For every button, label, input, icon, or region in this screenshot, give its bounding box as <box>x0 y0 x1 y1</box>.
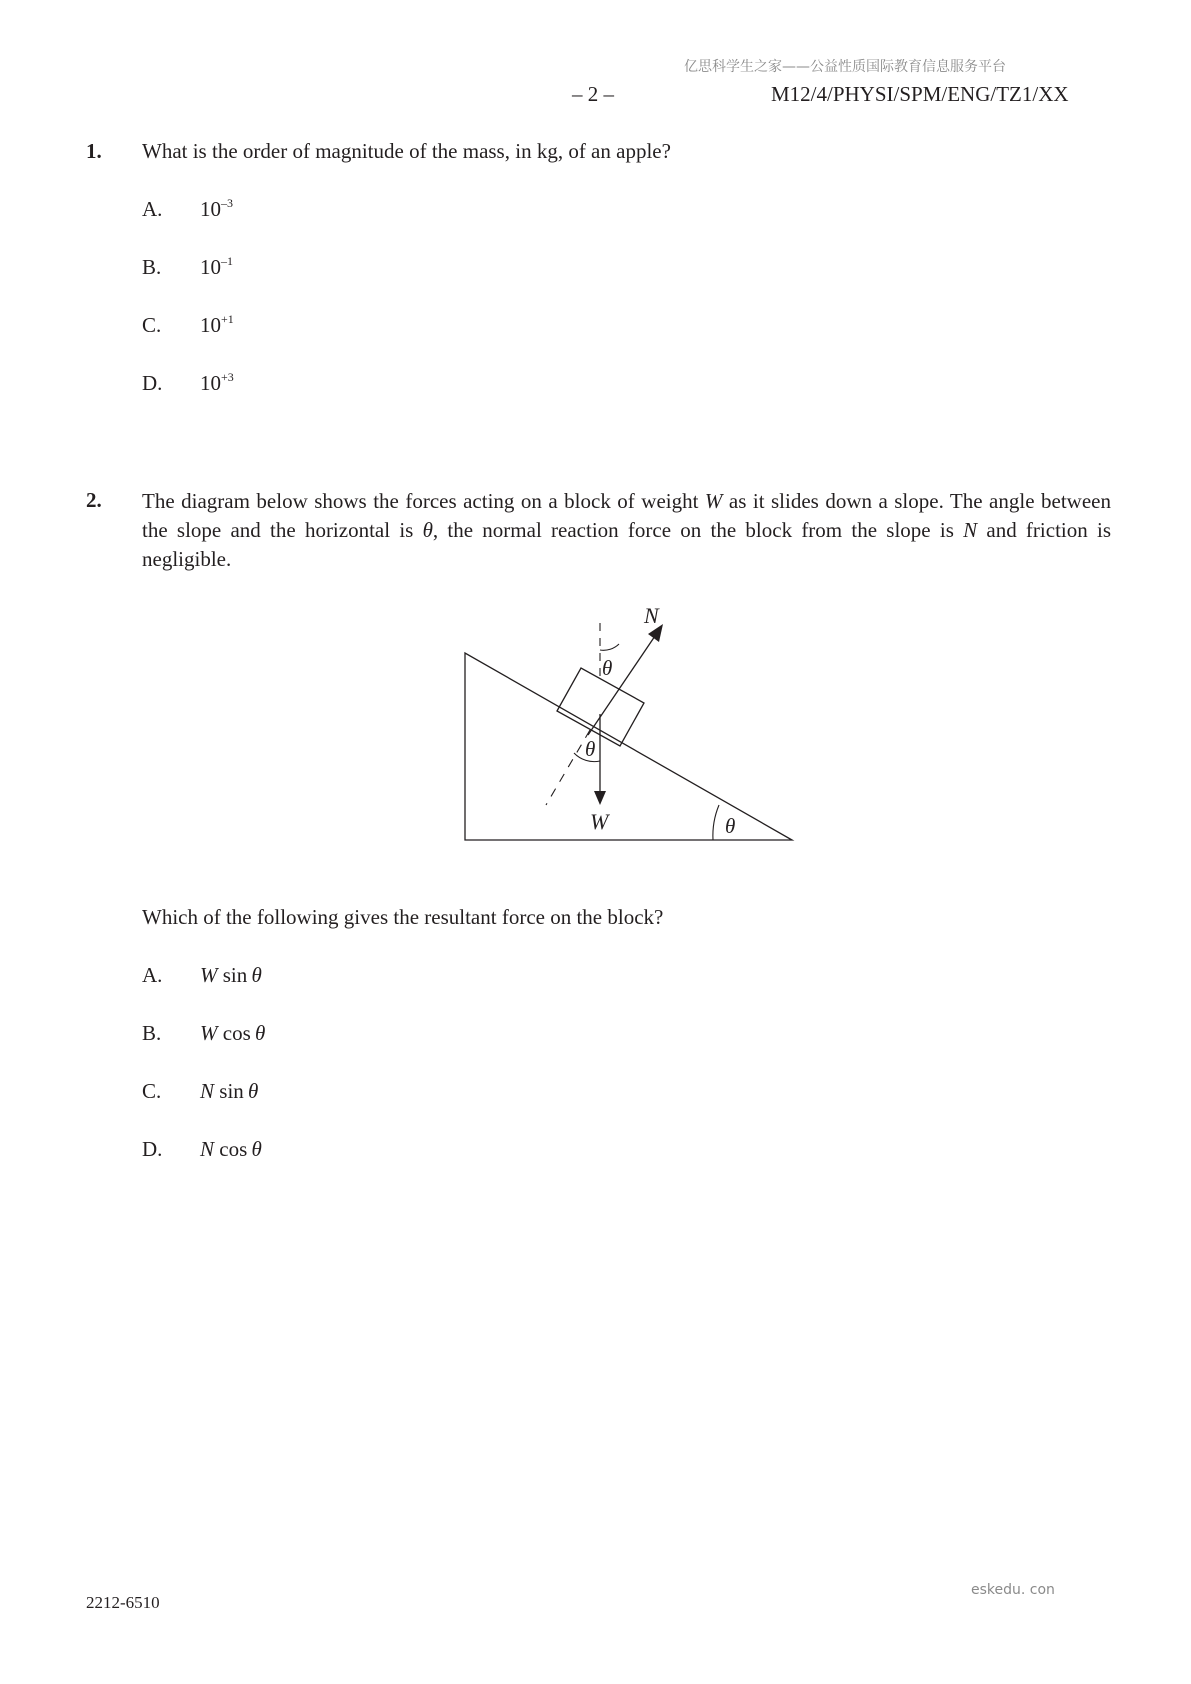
q2-option-a-value: W sin θ <box>200 963 262 987</box>
q1-option-a-letter: A. <box>142 197 163 221</box>
q2-option-d-value: N cos θ <box>200 1137 262 1161</box>
watermark-bottom: eskedu. con <box>971 1582 1055 1598</box>
label-n: N <box>644 603 659 628</box>
q2-option-d-letter: D. <box>142 1137 163 1161</box>
question-2-number: 2. <box>86 488 102 512</box>
q2-option-b-letter: B. <box>142 1021 162 1045</box>
normal-dashed-line <box>546 730 590 805</box>
question-1-text: What is the order of magnitude of the mass, in kg, of an apple? <box>142 139 671 163</box>
q1-option-d-letter: D. <box>142 371 163 395</box>
label-theta-top: θ <box>602 656 613 680</box>
q1-option-a-value: $10^{-3}$ <box>200 196 233 221</box>
incline-diagram <box>440 590 810 850</box>
question-2-prompt: Which of the following gives the resultant force on the block? <box>142 905 664 929</box>
q2-option-c-letter: C. <box>142 1079 162 1103</box>
page-number: – 2 – <box>572 82 614 106</box>
label-w: W <box>590 809 609 834</box>
q2-option-b-value: W cos θ <box>200 1021 266 1045</box>
label-theta-base: θ <box>725 814 736 838</box>
q1-option-d-value: $10^{+3}$ <box>200 370 234 395</box>
angle-arc-base <box>713 805 719 840</box>
question-1-number: 1. <box>86 139 102 163</box>
q2-option-a-letter: A. <box>142 963 163 987</box>
watermark-top: 亿思科学生之家——公益性质国际教育信息服务平台 <box>684 59 1006 75</box>
angle-arc-top <box>600 644 619 650</box>
footer-code: 2212-6510 <box>86 1593 160 1612</box>
slope-triangle <box>465 653 792 840</box>
q1-option-b-value: $10^{-1}$ <box>200 254 233 279</box>
q1-option-b-letter: B. <box>142 255 162 279</box>
weight-arrowhead <box>594 791 606 805</box>
q2-option-c-value: N sin θ <box>200 1079 259 1103</box>
question-2-text: The diagram below shows the forces acting on a block of weight W as it slides down a slope. The angle between the slope and the horizontal is θ, the normal reaction force on the block from the slope is N and friction is negligible. <box>142 489 1111 571</box>
normal-force-line <box>588 636 655 735</box>
q1-option-c-letter: C. <box>142 313 162 337</box>
label-theta-middle: θ <box>585 737 596 761</box>
q1-option-c-value: $10^{+1}$ <box>200 312 234 337</box>
exam-code: M12/4/PHYSI/SPM/ENG/TZ1/XX <box>771 82 1069 106</box>
